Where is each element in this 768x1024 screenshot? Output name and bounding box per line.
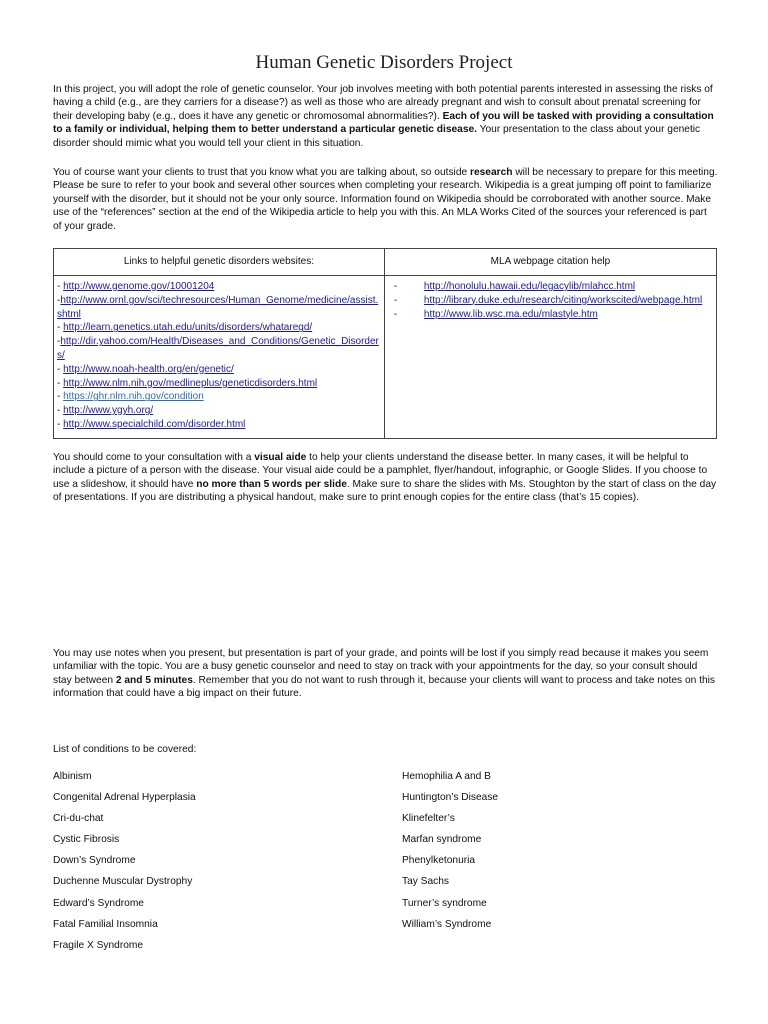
conditions-left-column xyxy=(53,770,196,960)
research-text-2: will be necessary to prepare for this meeting. Please be sure to refer to your book and several other sources when completing your research. Wikipedia is a great jumping off point to familiarize yourself with the disorder, but it should not be your only source. Information found on Wikipedia should be corroborated with another source. Make use of the “references” section at the end of the Wikipedia article to help you with this. An MLA Works Cited of the sources your referenced is part of your grade. xyxy=(53,167,718,232)
links-table-header-row xyxy=(54,249,717,276)
link-prefix: - xyxy=(393,281,398,292)
genetic-link[interactable]: http://www.ygyh.org/ xyxy=(63,405,154,417)
mla-link[interactable]: http://www.lib.wsc.ma.edu/mlastyle.htm xyxy=(423,308,598,320)
condition-item: Cri-du-chat xyxy=(53,813,104,825)
notes-text-1: You may use notes when you present, but presentation is part of your grade, and points will be lost if you simply read because it makes you seem unfamiliar with the topic. You are a busy genetic counselor and need to stay on track with your appointments for the day, so your consult should stay between xyxy=(53,648,709,686)
conditions-header: List of conditions to be covered: xyxy=(53,744,197,755)
research-text-1: You of course want your clients to trust that you know what you are talking about, so outside xyxy=(53,167,470,178)
condition-item: William’s Syndrome xyxy=(402,918,492,930)
genetic-link[interactable]: https://ghr.nlm.nih.gov/condition xyxy=(63,391,204,403)
genetic-link-item xyxy=(57,335,381,363)
visual-aide-text-2: to help your clients understand the disease better. In many cases, it will be helpful to include a picture of a person with the disease. Your visual aide could be a pamphlet, flyer/handout, infographic, or Google Slides. If you choose to use a slideshow, it should have xyxy=(53,452,708,490)
research-bold-text: research xyxy=(470,167,513,178)
condition-item: Phenylketonuria xyxy=(402,855,476,867)
genetic-link[interactable]: http://www.ornl.gov/sci/techresources/Human_Genome/medicine/assist.shtml xyxy=(57,294,379,320)
link-prefix: - xyxy=(57,418,64,430)
link-prefix: - xyxy=(57,294,61,306)
notes-bold-text: 2 and 5 minutes xyxy=(115,674,193,686)
visual-aide-paragraph xyxy=(53,451,718,505)
conditions-right-column xyxy=(402,770,498,939)
condition-item: Huntington’s Disease xyxy=(402,792,499,804)
link-prefix: - xyxy=(57,281,64,292)
page-title: Human Genetic Disorders Project xyxy=(255,52,513,73)
condition-item: Cystic Fibrosis xyxy=(53,834,120,846)
links-header-left: Links to helpful genetic disorders websites: xyxy=(54,249,385,276)
genetic-link-item xyxy=(57,377,381,391)
genetic-link-item xyxy=(57,390,381,404)
condition-item: Fragile X Syndrome xyxy=(53,939,144,951)
condition-item: Klinefelter’s xyxy=(402,813,455,825)
genetic-link[interactable]: http://www.genome.gov/10001204 xyxy=(63,281,215,292)
genetic-link[interactable]: http://learn.genetics.utah.edu/units/disorders/whataregd/ xyxy=(63,322,313,334)
links-table xyxy=(53,248,717,439)
genetic-link[interactable]: http://www.specialchild.com/disorder.html xyxy=(63,418,246,430)
mla-link-item xyxy=(388,294,713,308)
visual-aide-bold-1: visual aide xyxy=(254,452,307,463)
link-prefix: - xyxy=(393,294,398,306)
intro-text-1: In this project, you will adopt the role of genetic counselor. Your job involves meeting with both potential parents interested in assessing the risks of having a child (e.g., are they carriers for a disease?) as well as those who are already pregnant and wish to consult about prenatal screening for their developing baby (e.g., does it have any genetic or chromosomal abnormalities?). xyxy=(53,84,713,122)
genetic-link-item xyxy=(57,404,381,418)
notes-paragraph xyxy=(53,647,718,701)
condition-item: Hemophilia A and B xyxy=(402,771,491,782)
notes-text-2: . Remember that you do not want to rush through it, because your clients will want to process and take notes on this information that could have a big impact on their future. xyxy=(53,674,715,700)
condition-item: Marfan syndrome xyxy=(402,834,482,846)
genetic-links-cell xyxy=(54,276,385,439)
visual-aide-text-1: You should come to your consultation with a xyxy=(53,452,255,463)
genetic-link-item xyxy=(57,321,381,335)
mla-link-item xyxy=(388,308,713,322)
mla-links-cell xyxy=(384,276,716,439)
link-prefix: - xyxy=(57,405,64,417)
link-prefix: - xyxy=(393,308,398,320)
genetic-link-item xyxy=(57,294,381,322)
mla-link-list xyxy=(388,280,713,321)
link-prefix: - xyxy=(57,322,64,334)
link-prefix: - xyxy=(57,391,64,403)
visual-aide-bold-2: no more than 5 words per slide xyxy=(196,478,347,490)
genetic-link-item xyxy=(57,363,381,377)
genetic-link-item xyxy=(57,280,381,294)
condition-item: Fatal Familial Insomnia xyxy=(53,918,158,930)
genetic-link[interactable]: http://dir.yahoo.com/Health/Diseases_and_Conditions/Genetic_Disorders/ xyxy=(57,336,379,361)
condition-item: Congenital Adrenal Hyperplasia xyxy=(53,792,196,804)
intro-paragraph xyxy=(53,83,718,150)
visual-aide-text-3: . Make sure to share the slides with Ms. Stoughton by the start of class on the day of presentations. If you are distributing a physical handout, make sure to print enough copies for the entire class (that’s 15 copies). xyxy=(53,478,717,504)
condition-item: Albinism xyxy=(53,771,92,782)
condition-item: Turner’s syndrome xyxy=(402,897,487,909)
link-prefix: - xyxy=(57,363,64,375)
condition-item: Down’s Syndrome xyxy=(53,855,136,867)
link-prefix: - xyxy=(57,377,64,389)
condition-item: Edward’s Syndrome xyxy=(53,897,144,909)
genetic-link-item xyxy=(57,418,381,432)
link-prefix: - xyxy=(57,336,61,348)
mla-link[interactable]: http://library.duke.edu/research/citing/workscited/webpage.html xyxy=(423,294,703,306)
genetic-link[interactable]: http://www.noah-health.org/en/genetic/ xyxy=(63,363,234,375)
links-table-body-row xyxy=(54,276,717,439)
links-header-right: MLA webpage citation help xyxy=(384,249,716,276)
research-paragraph xyxy=(53,166,718,233)
condition-item: Duchenne Muscular Dystrophy xyxy=(53,876,193,888)
genetic-link[interactable]: http://www.nlm.nih.gov/medlineplus/geneticdisorders.html xyxy=(63,377,318,389)
condition-item: Tay Sachs xyxy=(402,876,449,888)
intro-text-2: Your presentation to the class about your genetic disorder should mimic what you would tell your client in this situation. xyxy=(53,124,701,149)
intro-bold-text: Each of you will be tasked with providing a consultation to a family or individual, helping them to better understand a particular genetic disease. xyxy=(53,110,714,136)
mla-link-item xyxy=(388,280,713,294)
mla-link[interactable]: http://honolulu.hawaii.edu/legacylib/mlahcc.html xyxy=(423,281,636,292)
